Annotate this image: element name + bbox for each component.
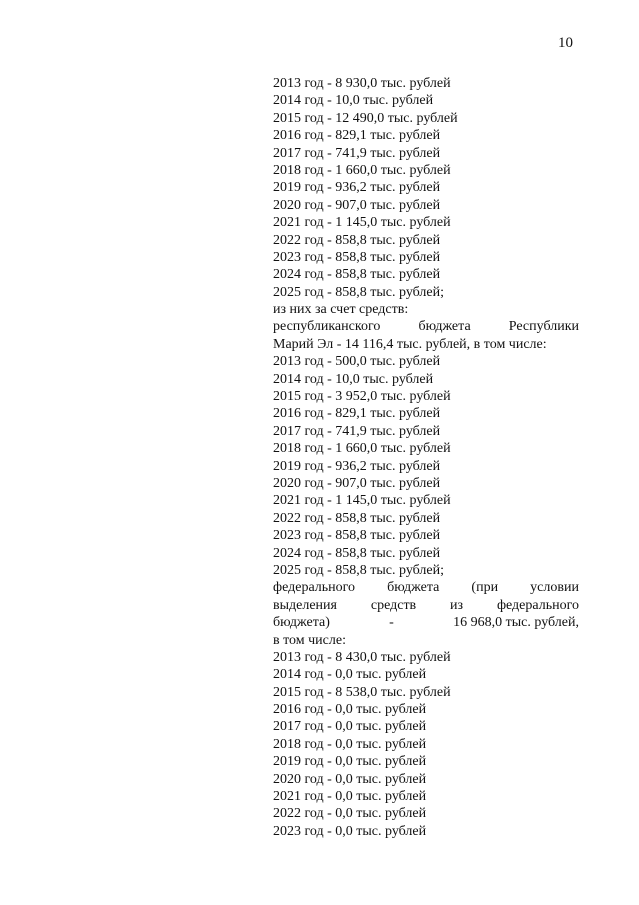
republic-funding-year-line: 2019 год - 936,2 тыс. рублей [273,458,441,474]
federal-funding-year-line: 2017 год - 0,0 тыс. рублей [273,719,427,735]
republic-funding-year-line: 2013 год - 500,0 тыс. рублей [273,354,441,370]
republic-funding-by-year-list [273,353,579,579]
total-funding-year-line: 2019 год - 936,2 тыс. рублей [273,180,441,196]
total-funding-year-line: 2025 год - 858,8 тыс. рублей; [273,284,445,300]
federal-funding-by-year-list [273,649,579,840]
federal-funding-year-line: 2023 год - 0,0 тыс. рублей [273,823,427,839]
federal-word-4: условии [530,580,579,596]
federal-word-2: бюджета [387,580,440,596]
federal-funding-year-line: 2014 год - 0,0 тыс. рублей [273,667,427,683]
page-number: 10 [558,35,573,51]
funding-text-block [273,75,579,840]
federal-word-7: из [450,597,464,613]
federal-funding-year-line: 2020 год - 0,0 тыс. рублей [273,771,427,787]
federal-funding-year-line: 2019 год - 0,0 тыс. рублей [273,754,427,770]
federal-funding-year-line: 2022 год - 0,0 тыс. рублей [273,806,427,822]
republic-funding-year-line: 2022 год - 858,8 тыс. рублей [273,510,441,526]
republic-word-1: республиканского [273,319,381,335]
total-funding-year-line: 2023 год - 858,8 тыс. рублей [273,249,441,265]
total-funding-year-line: 2017 год - 741,9 тыс. рублей [273,145,441,161]
republic-word-2: бюджета [418,319,471,335]
federal-funding-year-line: 2021 год - 0,0 тыс. рублей [273,789,427,805]
republic-funding-year-line: 2016 год - 829,1 тыс. рублей [273,406,441,422]
total-funding-year-line: 2021 год - 1 145,0 тыс. рублей [273,215,451,231]
sources-intro: из них за счет средств: [273,302,409,318]
federal-budget-line-2 [273,597,579,614]
republic-funding-year-line: 2023 год - 858,8 тыс. рублей [273,528,441,544]
federal-including: в том числе: [273,632,346,648]
total-funding-year-line: 2016 год - 829,1 тыс. рублей [273,128,441,144]
federal-dash: - [389,615,394,631]
total-funding-year-line: 2020 год - 907,0 тыс. рублей [273,197,441,213]
federal-word-5: выделения [273,597,337,613]
federal-funding-year-line: 2013 год - 8 430,0 тыс. рублей [273,649,451,665]
total-funding-year-line: 2014 год - 10,0 тыс. рублей [273,93,434,109]
republic-funding-year-line: 2024 год - 858,8 тыс. рублей [273,545,441,561]
federal-word-3: (при [471,580,499,596]
federal-word-9: бюджета) [273,615,330,631]
federal-word-8: федерального [496,597,579,613]
republic-funding-year-line: 2015 год - 3 952,0 тыс. рублей [273,389,451,405]
republic-funding-year-line: 2025 год - 858,8 тыс. рублей; [273,562,445,578]
republic-funding-year-line: 2021 год - 1 145,0 тыс. рублей [273,493,451,509]
federal-funding-year-line: 2015 год - 8 538,0 тыс. рублей [273,684,451,700]
federal-budget-total [273,614,579,631]
federal-funding-year-line: 2018 год - 0,0 тыс. рублей [273,736,427,752]
total-funding-year-line: 2024 год - 858,8 тыс. рублей [273,267,441,283]
republic-funding-year-line: 2017 год - 741,9 тыс. рублей [273,423,441,439]
total-funding-year-line: 2015 год - 12 490,0 тыс. рублей [273,110,458,126]
republic-funding-year-line: 2020 год - 907,0 тыс. рублей [273,475,441,491]
federal-funding-year-line: 2016 год - 0,0 тыс. рублей [273,702,427,718]
republic-word-3: Республики [508,319,579,335]
republic-funding-year-line: 2018 год - 1 660,0 тыс. рублей [273,441,451,457]
federal-budget-line-1 [273,579,579,596]
total-funding-year-line: 2022 год - 858,8 тыс. рублей [273,232,441,248]
republic-funding-year-line: 2014 год - 10,0 тыс. рублей [273,371,434,387]
federal-total-amount: 16 968,0 тыс. рублей, [453,615,579,631]
total-funding-year-line: 2018 год - 1 660,0 тыс. рублей [273,162,451,178]
total-funding-year-line: 2013 год - 8 930,0 тыс. рублей [273,76,451,91]
total-funding-by-year-list [273,75,579,301]
republic-budget-line [273,318,579,335]
republic-budget-total: Марий Эл - 14 116,4 тыс. рублей, в том числе: [273,336,547,352]
federal-word-6: средств [370,597,417,613]
federal-word-1: федерального [273,580,356,596]
